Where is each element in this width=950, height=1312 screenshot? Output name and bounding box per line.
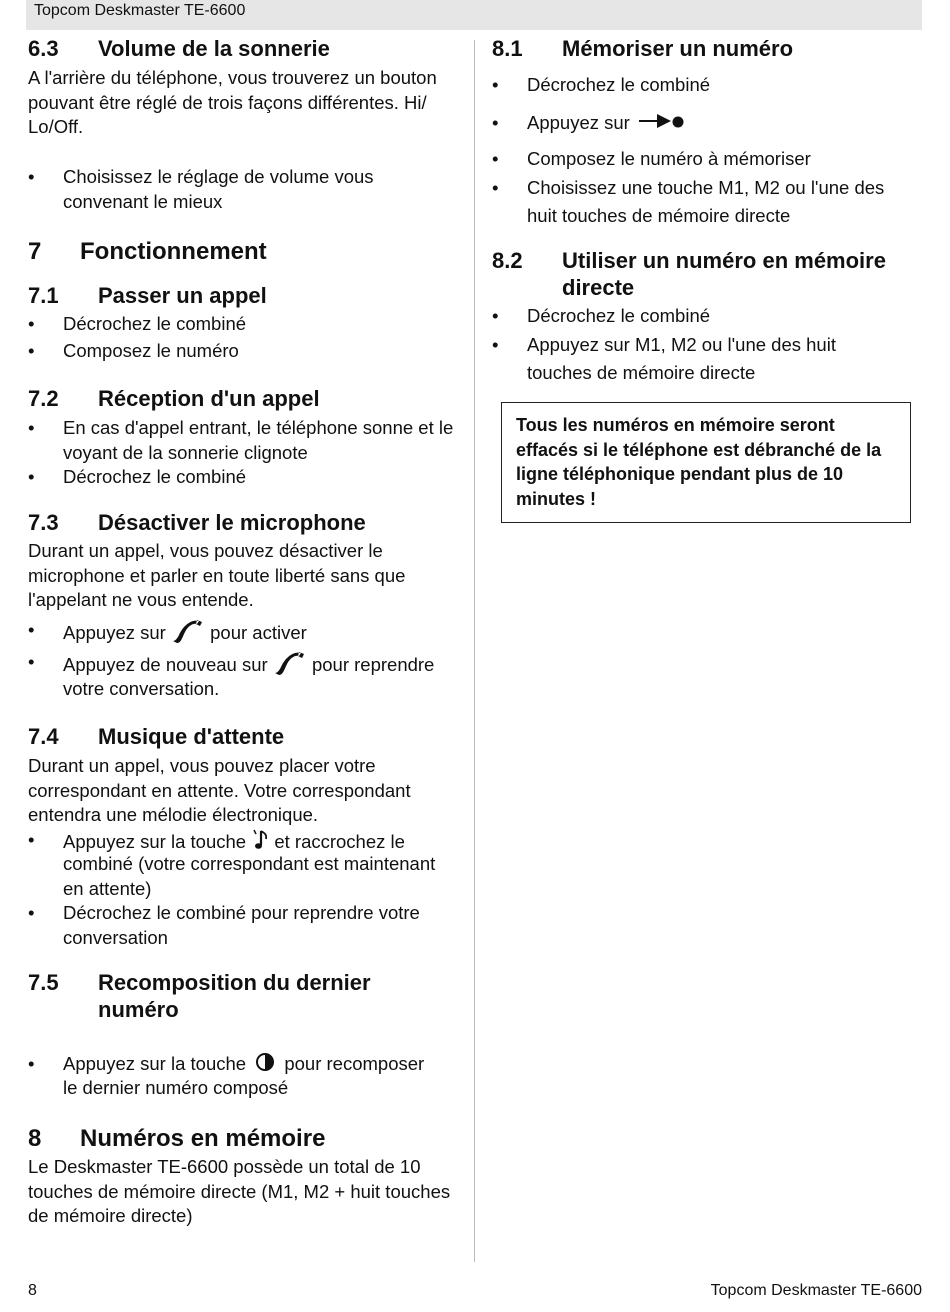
section-title: Fonctionnement [80, 238, 267, 265]
section-number: 7 [28, 238, 42, 265]
bullet-marker: • [28, 1053, 35, 1074]
bullet-marker: • [28, 619, 35, 640]
bullet-marker: • [492, 112, 499, 133]
list-item-text-part: Appuyez sur [63, 622, 166, 644]
section-title: Musique d'attente [98, 724, 285, 749]
section-title: numéro [98, 997, 179, 1022]
list-item-text: votre conversation. [63, 678, 220, 699]
memory-arrow-icon [635, 111, 685, 138]
bullet-marker: • [492, 177, 499, 198]
bullet-marker: • [28, 166, 35, 187]
column-divider [474, 40, 475, 1262]
handset-icon [171, 618, 205, 651]
list-item-text: Décrochez le combiné [527, 74, 711, 95]
section-number: 7.2 [28, 386, 59, 411]
section-title: Mémoriser un numéro [562, 36, 794, 61]
running-header [26, 0, 922, 30]
list-item-text: le dernier numéro composé [63, 1077, 289, 1098]
section-7-3-paragraph: Durant un appel, vous pouvez désactiver le microphone et parler en toute liberté sans que l'appelant ne vous entende. [28, 540, 406, 610]
footer-title: Topcom Deskmaster TE-6600 [710, 1282, 922, 1299]
section-number: 6.3 [28, 36, 59, 61]
list-item-text: combiné (votre correspondant est maintenant en attente) [63, 853, 436, 899]
redial-icon [251, 1052, 279, 1079]
bullet-marker: • [492, 148, 499, 169]
list-item-text-part: pour recomposer [284, 1053, 425, 1075]
section-title: Utiliser un numéro en mémoire [562, 248, 886, 273]
list-item-text-part: Appuyez sur la touche [63, 831, 247, 853]
bullet-marker: • [28, 466, 35, 487]
section-number: 7.4 [28, 724, 59, 749]
list-item-text: Composez le numéro à mémoriser [527, 148, 811, 169]
section-number: 8 [28, 1125, 42, 1152]
bullet-marker: • [28, 417, 35, 438]
list-item-text [63, 618, 458, 651]
section-title: Désactiver le microphone [98, 510, 366, 535]
section-title: directe [562, 275, 635, 300]
section-number: 7.5 [28, 970, 59, 995]
section-title: Recomposition du dernier [98, 970, 371, 995]
list-item-text [527, 111, 912, 138]
list-item-text: Décrochez le combiné pour reprendre votre conversation [63, 902, 420, 948]
notice-text: Tous les numéros en mémoire seront effacés si le téléphone est débranché de la ligne téléphonique pendant plus de 10 minutes ! [516, 415, 882, 509]
list-item-text [63, 1052, 458, 1079]
section-title: Numéros en mémoire [80, 1125, 326, 1152]
section-number: 7.1 [28, 283, 59, 308]
section-title: Passer un appel [98, 283, 267, 308]
section-8-paragraph: Le Deskmaster TE-6600 possède un total de 10 touches de mémoire directe (M1, M2 + huit touches de mémoire directe) [28, 1156, 451, 1226]
memory-warning-notice [501, 402, 911, 523]
bullet-marker: • [492, 334, 499, 355]
section-number: 7.3 [28, 510, 59, 535]
bullet-marker: • [492, 74, 499, 95]
list-item-text: Décrochez le combiné [63, 313, 247, 334]
bullet-marker: • [28, 340, 35, 361]
bullet-marker: • [28, 313, 35, 334]
bullet-marker: • [492, 305, 499, 326]
list-item-text: Décrochez le combiné [63, 466, 247, 487]
bullet-marker: • [28, 651, 35, 672]
section-title: Volume de la sonnerie [98, 36, 330, 61]
list-item-text-part: Appuyez sur la touche [63, 1053, 247, 1075]
section-7-4-paragraph: Durant un appel, vous pouvez placer votre correspondant en attente. Votre correspondant entendra une mélodie électronique. [28, 755, 411, 825]
list-item-text-part: pour activer [210, 622, 307, 644]
list-item-text: Décrochez le combiné [527, 305, 711, 326]
list-item-text: Composez le numéro [63, 340, 239, 361]
section-number: 8.2 [492, 248, 523, 273]
page-number: 8 [28, 1282, 37, 1299]
list-item-text: Choisissez le réglage de volume vous convenant le mieux [63, 166, 374, 212]
section-6-3-paragraph: A l'arrière du téléphone, vous trouverez un bouton pouvant être réglé de trois façons différentes. Hi/ Lo/Off. [28, 67, 437, 137]
bullet-marker: • [28, 829, 35, 850]
bullet-marker: • [28, 902, 35, 923]
list-item-text: Choisissez une touche M1, M2 ou l'une des huit touches de mémoire directe [527, 177, 885, 226]
list-item-text-part: pour reprendre [311, 654, 435, 676]
list-item-text-part: Appuyez de nouveau sur [63, 654, 268, 676]
section-title: Réception d'un appel [98, 386, 320, 411]
list-item-text: Appuyez sur M1, M2 ou l'une des huit touches de mémoire directe [527, 334, 836, 383]
list-item-text-part: Appuyez sur [527, 112, 630, 134]
section-number: 8.1 [492, 36, 523, 61]
header-title: Topcom Deskmaster TE-6600 [34, 2, 246, 19]
list-item-text-part: et raccrochez le [274, 831, 405, 853]
list-item-text: En cas d'appel entrant, le téléphone sonne et le voyant de la sonnerie clignote [63, 417, 454, 463]
